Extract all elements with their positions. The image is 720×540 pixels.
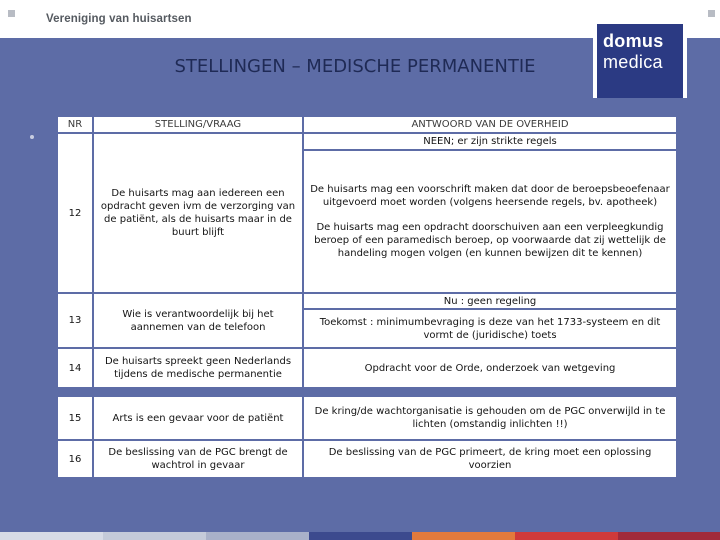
bottom-bar-seg-6	[515, 532, 618, 540]
row-13-answer-b: Toekomst : minimumbevraging is deze van het 1733-systeem en dit vormt de (juridische) toets	[304, 310, 676, 347]
row-16-nr: 16	[58, 441, 92, 477]
row-12-answer-bc	[304, 151, 676, 292]
logo-line-1: domus	[603, 31, 664, 51]
header-stelling: STELLING/VRAAG	[94, 117, 302, 132]
row-15-nr: 15	[58, 397, 92, 439]
bottom-bar-seg-3	[206, 532, 309, 540]
bottom-bar-seg-4	[309, 532, 412, 540]
row-14-stelling: De huisarts spreekt geen Nederlands tijdens de medische permanentie	[94, 349, 302, 387]
row-14-answer: Opdracht voor de Orde, onderzoek van wetgeving	[304, 349, 676, 387]
corner-square-right-icon	[708, 10, 715, 17]
row-12-answer-c: De huisarts mag een opdracht doorschuiven aan een verpleegkundig beroep of een paramedisch beroep, op voorwaarde dat zij wettelijk de handeling mogen volgen (en kunnen bewijzen dit te kennen)	[314, 222, 666, 259]
row-13-stelling: Wie is verantwoordelijk bij het aannemen van de telefoon	[94, 294, 302, 347]
row-15-answer: De kring/de wachtorganisatie is gehouden om de PGC onverwijld in te lichten (omstandig inlichten !!)	[304, 397, 676, 439]
header-nr: NR	[58, 117, 92, 132]
header-antwoord: ANTWOORD VAN DE OVERHEID	[304, 117, 676, 132]
row-12-stelling: De huisarts mag aan iedereen een opdracht geven ivm de verzorging van de patiënt, als de huisarts maar in de buurt blijft	[94, 134, 302, 292]
bottom-bar-seg-5	[412, 532, 515, 540]
bullet-icon	[30, 135, 34, 139]
organisation-name: Vereniging van huisartsen	[46, 13, 192, 25]
logo-line-2: medica	[603, 52, 663, 72]
row-12-nr: 12	[58, 134, 92, 292]
bottom-bar-seg-7	[618, 532, 720, 540]
row-12-answer-b: De huisarts mag een voorschrift maken dat door de beroepsbeoefenaar uitgevoerd moet worden (volgens heersende regels, bv. apotheek)	[310, 184, 670, 208]
bottom-bar-seg-2	[103, 532, 206, 540]
row-12-answer-a: NEEN; er zijn strikte regels	[304, 134, 676, 149]
corner-square-left-icon	[8, 10, 15, 17]
row-13-nr: 13	[58, 294, 92, 347]
row-16-answer: De beslissing van de PGC primeert, de kring moet een oplossing voorzien	[304, 441, 676, 477]
domus-medica-logo	[593, 20, 687, 98]
logo-panel	[597, 24, 683, 98]
row-14-nr: 14	[58, 349, 92, 387]
row-15-stelling: Arts is een gevaar voor de patiënt	[94, 397, 302, 439]
row-16-stelling: De beslissing van de PGC brengt de wachtrol in gevaar	[94, 441, 302, 477]
row-13-answer-a: Nu : geen regeling	[304, 294, 676, 308]
bottom-bar-seg-1	[0, 532, 103, 540]
slide-title: STELLINGEN – MEDISCHE PERMANENTIE	[174, 56, 536, 77]
